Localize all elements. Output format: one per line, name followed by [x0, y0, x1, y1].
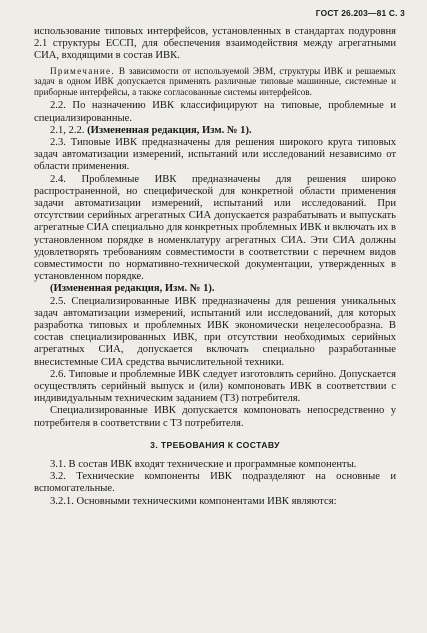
paragraph-2-3: 2.3. Типовые ИВК предназначены для решения широкого круга типовых задач автоматизации измерений, испытаний или исследований независимо от области применения. [34, 137, 396, 173]
paragraph-3-2-1: 3.2.1. Основными техническими компонентами ИВК являются: [50, 495, 337, 507]
paragraph-interfaces: использование типовых интерфейсов, установленных в стандартах подуровня 2.1 структуры ЕССП, для обеспечения взаимодействия между агрегатными СИА, входящими в состав ИВК. [34, 26, 396, 62]
amendment-2-4: (Измененная редакция, Изм. № 1). [50, 283, 215, 295]
paragraph-3-1: 3.1. В состав ИВК входят технические и программные компоненты. [50, 459, 357, 471]
paragraph-2-2: 2.2. По назначению ИВК классифицируют на типовые, проблемные и специализированные. [34, 100, 396, 124]
note [34, 66, 396, 98]
page-body [34, 26, 396, 508]
note-label: Примечание. [50, 65, 116, 76]
paragraph-2-5: 2.5. Специализированные ИВК предназначены для решения уникальных задач автоматизации измерений, испытаний или исследований, для которых разработка типовых и проблемных ИВК экономически нецелесообразна. В состав специализированных ИВК, при отсутствии необходимых серийных агрегатных СИА, допускается включать специально разработанные внесистемные СИА средства вычислительной техники. [34, 295, 396, 368]
paragraph-3-2: 3.2. Технические компоненты ИВК подразделяют на основные и вспомогательные. [34, 471, 396, 495]
note-text: В зависимости от используемой ЭВМ, структуры ИВК и решаемых задач в одном ИВК допускается применять различные типовые машинные, системные и приборные интерфейсы, а также согласованные системы интерфейсов. [34, 65, 397, 97]
amendment-label: (Измененная редакция, Изм. № 1). [87, 124, 252, 136]
paragraph-2-4: 2.4. Проблемные ИВК предназначены для решения широко распространенной, но специфической для конкретной области применения задачи автоматизации измерений, испытаний или исследований. При отсутствии серийных агрегатных СИА допускается разрабатывать и выпускать агрегатные СИА специально для конкретных проблемных ИВК и включать их в установленном порядке в номенклатуру агрегатных СИА. Эти СИА должны удовлетворять требованиям совместимости в соответствии с перечнем видов совместимости по нормативно-технической документации, утвержденных в установленном порядке. [34, 173, 396, 283]
amendment-clause-ref: 2.1, 2.2. [50, 124, 85, 136]
page-header: ГОСТ 26.203—81 С. 3 [315, 8, 405, 18]
paragraph-2-6: 2.6. Типовые и проблемные ИВК следует изготовлять серийно. Допускается осуществлять серийный выпуск и (или) компоновать ИВК в соответствии с индивидуальным техническим заданием (ТЗ) потребителя. [34, 368, 396, 405]
amendment-2-1-2-2 [34, 125, 396, 137]
section-3-title: 3. ТРЕБОВАНИЯ К СОСТАВУ [150, 439, 280, 450]
paragraph-specialized: Специализированные ИВК допускается компоновать непосредственно у потребителя в соответствии с ТЗ потребителя. [34, 405, 396, 429]
